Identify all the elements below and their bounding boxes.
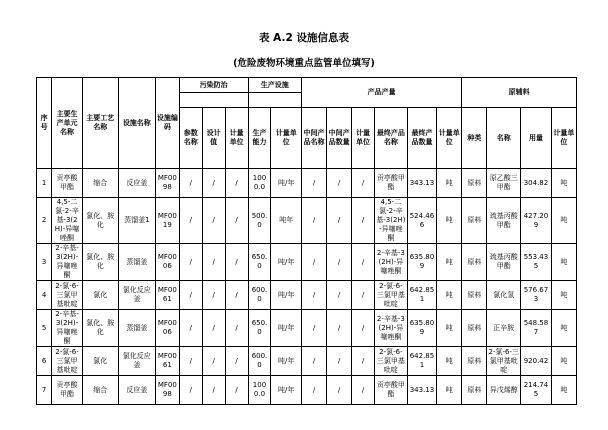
header-product: 产品产量	[301, 78, 461, 108]
final-unit-cell: 吨	[437, 244, 462, 281]
final-product-cell: 2-氯-6-三氯甲基吡啶	[375, 281, 408, 310]
material-qty-cell: 427.209	[521, 198, 552, 244]
mid-name-cell: /	[301, 376, 326, 405]
header-process: 主要工艺名称	[82, 78, 118, 169]
param-name-cell: /	[179, 198, 202, 244]
process-cell: 氯化	[82, 281, 118, 310]
facility-code-cell: MF0019	[155, 198, 179, 244]
unit-cell: 贡亭酸甲酯	[52, 169, 83, 198]
process-cell: 缩合	[82, 376, 118, 405]
pollution-unit-cell: /	[225, 347, 248, 376]
capacity-unit-cell: 吨/年	[271, 281, 302, 310]
mid-name-cell: /	[301, 281, 326, 310]
capacity-cell: 650.0	[248, 244, 271, 281]
final-product-cell: 贡亭酸甲酯	[375, 376, 408, 405]
facility-code-cell: MF0006	[155, 310, 179, 347]
header-capacity-unit: 计量单位	[271, 108, 302, 169]
capacity-unit-cell: 吨年	[271, 198, 302, 244]
unit-cell: 2-辛基-3(2H)-异噻唑酮	[52, 310, 83, 347]
mid-unit-cell: /	[352, 281, 375, 310]
header-production: 生产设施	[248, 78, 301, 93]
final-product-cell: 2-辛基-3(2H)-异噻唑酮	[375, 310, 408, 347]
final-qty-cell: 642.851	[407, 347, 436, 376]
seq-cell: 1	[37, 169, 52, 198]
facility-name-cell: 蒸馏釜	[118, 310, 155, 347]
mid-name-cell: /	[301, 169, 326, 198]
header-final-unit: 计量单位	[437, 108, 462, 169]
final-unit-cell: 吨	[437, 281, 462, 310]
header-mid-unit: 计量单位	[352, 108, 375, 169]
table-row	[37, 198, 577, 244]
design-value-cell: /	[202, 347, 225, 376]
unit-cell: 2-氯-6-三氯甲基吡啶	[52, 347, 83, 376]
header-mid-name: 中间产品名称	[301, 108, 326, 169]
table-row	[37, 347, 577, 376]
pollution-unit-cell: /	[225, 281, 248, 310]
mid-qty-cell: /	[327, 310, 352, 347]
header-param-name: 参数名称	[179, 108, 202, 169]
seq-cell: 7	[37, 376, 52, 405]
facility-name-cell: 氯化反应釜	[118, 347, 155, 376]
final-unit-cell: 吨	[437, 198, 462, 244]
facility-code-cell: MF0098	[155, 169, 179, 198]
final-qty-cell: 635.809	[407, 244, 436, 281]
final-qty-cell: 343.13	[407, 376, 436, 405]
material-name-cell: 2-氯-6-三氯甲基吡啶	[488, 347, 520, 374]
design-value-cell: /	[202, 244, 225, 281]
material-kind-cell: 原料	[462, 244, 487, 281]
mid-unit-cell: /	[352, 169, 375, 198]
process-cell: 氯化	[82, 347, 118, 376]
final-product-cell: 贡亭酸甲酯	[375, 169, 408, 198]
header-materials: 原辅料	[462, 78, 577, 108]
material-name-cell: 巯基丙酸甲酯	[487, 244, 521, 281]
mid-name-cell: /	[301, 244, 326, 281]
table-row	[37, 376, 577, 405]
param-name-cell: /	[179, 376, 202, 405]
header-mat-unit: 计量单位	[551, 108, 576, 169]
header-pollution-spacer	[179, 93, 248, 108]
mid-name-cell: /	[301, 347, 326, 376]
material-qty-cell: 548.587	[521, 310, 552, 347]
material-name-cell: 原乙酸三甲酯	[487, 169, 521, 198]
unit-cell: 2-氯-6-三氯甲基吡啶	[52, 281, 83, 310]
capacity-cell: 1000.0	[248, 169, 271, 198]
design-value-cell: /	[202, 169, 225, 198]
capacity-cell: 500.0	[248, 198, 271, 244]
material-unit-cell: 吨	[551, 169, 576, 198]
param-name-cell: /	[179, 281, 202, 310]
header-mat-name: 名称	[487, 108, 521, 169]
final-unit-cell: 吨	[437, 376, 462, 405]
material-unit-cell: 吨	[551, 347, 576, 376]
material-kind-cell: 原料	[462, 310, 487, 347]
material-kind-cell: 原料	[462, 347, 487, 376]
mid-unit-cell: /	[352, 347, 375, 376]
mid-name-cell: /	[301, 198, 326, 244]
material-name-cell: 氯化氢	[487, 281, 521, 310]
header-capacity: 生产能力	[248, 108, 271, 169]
header-pollution-unit: 计量单位	[225, 108, 248, 169]
pollution-unit-cell: /	[225, 244, 248, 281]
mid-unit-cell: /	[352, 198, 375, 244]
material-kind-cell: 原料	[462, 376, 487, 405]
seq-cell: 6	[37, 347, 52, 376]
header-row-1	[37, 78, 577, 93]
facility-name-cell: 反应釜	[118, 169, 155, 198]
mid-qty-cell: /	[327, 347, 352, 376]
header-design-value: 设计值	[202, 108, 225, 169]
final-unit-cell: 吨	[437, 347, 462, 376]
capacity-cell: 600.0	[248, 347, 271, 376]
final-qty-cell: 343.13	[407, 169, 436, 198]
material-kind-cell: 原料	[462, 281, 487, 310]
unit-cell: 4,5-二氯-2-辛基-3(2H)-异噻唑酮	[52, 198, 83, 244]
facility-info-table	[36, 77, 577, 405]
material-name-cell: 巯基丙酸甲酯	[487, 198, 521, 244]
header-final-name: 最终产品名称	[375, 108, 408, 169]
process-cell: 氯化、胺化	[82, 310, 118, 347]
mid-unit-cell: /	[352, 244, 375, 281]
final-product-cell: 2-氯-6-三氯甲基吡啶	[375, 347, 408, 376]
param-name-cell: /	[179, 347, 202, 376]
capacity-cell: 650.0	[248, 310, 271, 347]
header-facility-name: 设施名称	[118, 78, 155, 169]
unit-cell: 2-辛基-3(2H)-异噻唑酮	[52, 244, 83, 281]
facility-name-cell: 反应釜	[118, 376, 155, 405]
facility-code-cell: MF0061	[155, 347, 179, 376]
material-unit-cell: 吨	[551, 198, 576, 244]
design-value-cell: /	[202, 281, 225, 310]
material-unit-cell: 吨	[551, 376, 576, 405]
final-qty-cell: 635.809	[407, 310, 436, 347]
material-qty-cell: 304.82	[521, 169, 552, 198]
param-name-cell: /	[179, 244, 202, 281]
material-qty-cell: 576.673	[521, 281, 552, 310]
header-mat-qty: 用量	[521, 108, 552, 169]
header-mat-kind: 种类	[462, 108, 487, 169]
table-row	[37, 281, 577, 310]
facility-name-cell: 蒸馏釜	[118, 244, 155, 281]
header-unit: 主要生产单元名称	[52, 78, 83, 169]
capacity-unit-cell: 吨/年	[271, 347, 302, 376]
final-qty-cell: 524.466	[407, 198, 436, 244]
process-cell: 氯化、胺化	[82, 198, 118, 244]
material-unit-cell: 吨	[551, 281, 576, 310]
seq-cell: 4	[37, 281, 52, 310]
final-product-cell: 2-辛基-3(2H)-异噻唑酮	[375, 244, 408, 281]
capacity-unit-cell: 吨/年	[271, 376, 302, 405]
facility-name-cell: 氯化反应釜	[118, 281, 155, 310]
material-kind-cell: 原料	[462, 169, 487, 198]
table-subtitle: (危险废物环境重点监管单位填写)	[233, 58, 375, 69]
final-unit-cell: 吨	[437, 310, 462, 347]
capacity-unit-cell: 吨/年	[271, 244, 302, 281]
capacity-cell: 1000.0	[248, 376, 271, 405]
table-row	[37, 169, 577, 198]
header-seq: 序号	[37, 78, 52, 169]
design-value-cell: /	[202, 198, 225, 244]
param-name-cell: /	[179, 310, 202, 347]
material-name-cell: 异戊烯醇	[487, 376, 521, 405]
table-title: 表 A.2 设施信息表	[259, 32, 349, 44]
header-production-spacer	[248, 93, 301, 108]
mid-qty-cell: /	[327, 169, 352, 198]
mid-qty-cell: /	[327, 198, 352, 244]
mid-unit-cell: /	[352, 310, 375, 347]
material-qty-cell: 214.745	[521, 376, 552, 405]
process-cell: 氯化、胺化	[82, 244, 118, 281]
header-final-qty: 最终产品数量	[407, 108, 436, 169]
mid-qty-cell: /	[327, 376, 352, 405]
facility-code-cell: MF0061	[155, 281, 179, 310]
material-qty-cell: 920.42	[521, 347, 552, 376]
pollution-unit-cell: /	[225, 376, 248, 405]
final-unit-cell: 吨	[437, 169, 462, 198]
capacity-unit-cell: 吨/年	[271, 169, 302, 198]
design-value-cell: /	[202, 376, 225, 405]
mid-qty-cell: /	[327, 281, 352, 310]
seq-cell: 2	[37, 198, 52, 244]
table-row	[37, 310, 577, 347]
final-qty-cell: 642.851	[407, 281, 436, 310]
material-qty-cell: 553.435	[521, 244, 552, 281]
facility-code-cell: MF0098	[155, 376, 179, 405]
pollution-unit-cell: /	[225, 169, 248, 198]
design-value-cell: /	[202, 310, 225, 347]
process-cell: 缩合	[82, 169, 118, 198]
param-name-cell: /	[179, 169, 202, 198]
header-pollution: 污染防治	[179, 78, 248, 93]
material-unit-cell: 吨	[551, 310, 576, 347]
final-product-cell: 4,5-二氯-2-辛基-3(2H)-异噻唑酮	[376, 198, 406, 242]
seq-cell: 3	[37, 244, 52, 281]
mid-unit-cell: /	[352, 376, 375, 405]
capacity-cell: 600.0	[248, 281, 271, 310]
material-kind-cell: 原料	[462, 198, 487, 244]
facility-code-cell: MF0006	[155, 244, 179, 281]
capacity-unit-cell: 吨/年	[271, 310, 302, 347]
material-unit-cell: 吨	[551, 244, 576, 281]
table-row	[37, 244, 577, 281]
facility-name-cell: 蒸馏釜1	[118, 198, 155, 244]
seq-cell: 5	[37, 310, 52, 347]
pollution-unit-cell: /	[225, 198, 248, 244]
unit-cell: 贡亭酸甲酯	[52, 376, 83, 405]
header-facility-code: 设施编码	[155, 78, 179, 169]
header-mid-qty: 中间产品数量	[327, 108, 352, 169]
material-name-cell: 正辛胺	[487, 310, 521, 347]
pollution-unit-cell: /	[225, 310, 248, 347]
mid-name-cell: /	[301, 310, 326, 347]
mid-qty-cell: /	[327, 244, 352, 281]
